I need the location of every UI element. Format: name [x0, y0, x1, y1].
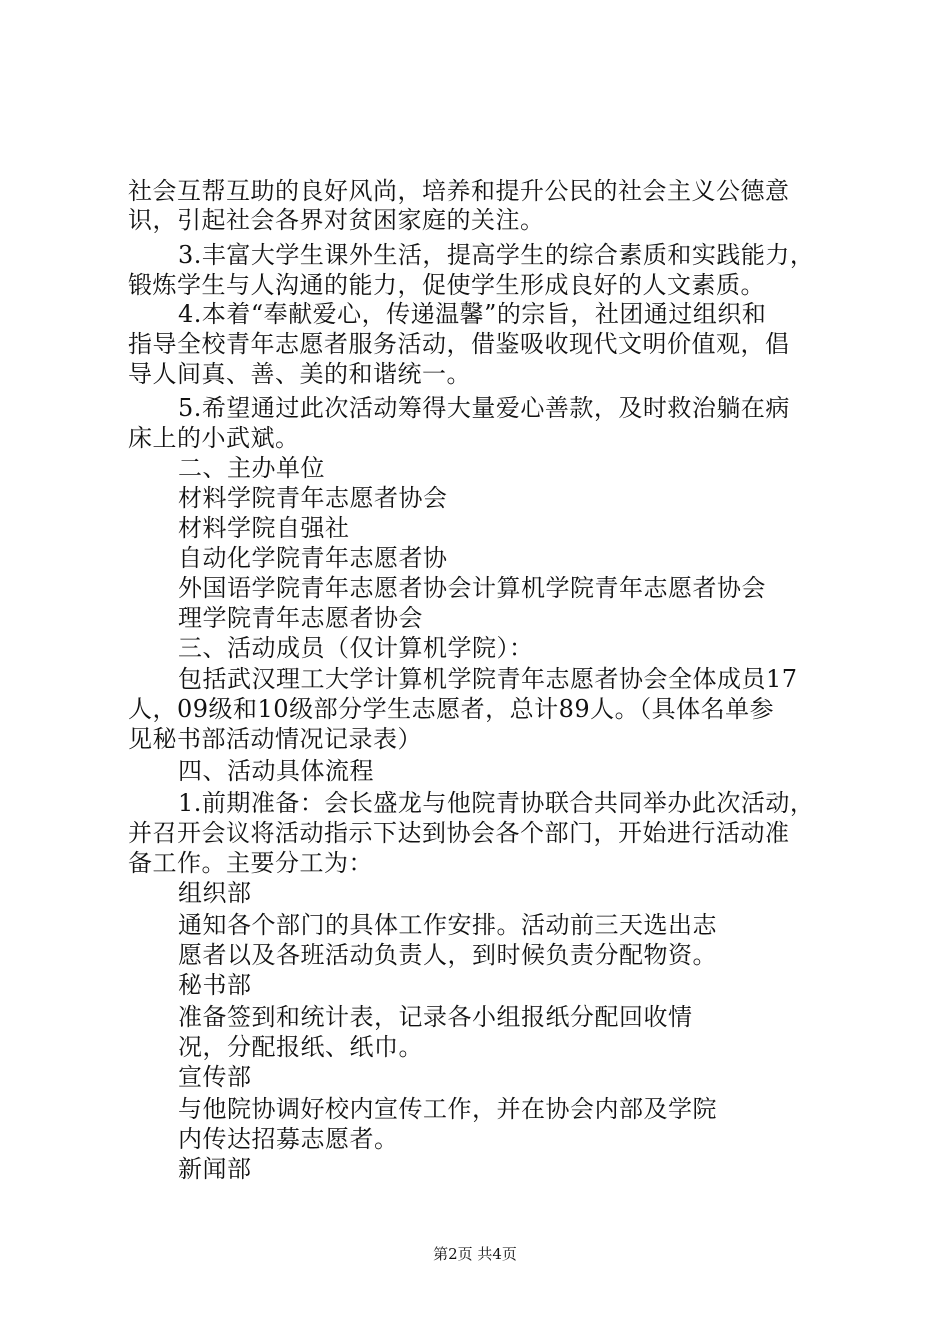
- text-line: 内传达招募志愿者。: [178, 1125, 399, 1153]
- section-heading: 四、活动具体流程: [178, 757, 374, 785]
- text-line: 4.本着“奉献爱心，传递温馨”的宗旨，社团通过组织和: [178, 300, 767, 328]
- text-line: 人，09级和10级部分学生志愿者，总计89人。（具体名单参: [128, 695, 775, 723]
- text-line: 包括武汉理工大学计算机学院青年志愿者协会全体成员17: [178, 665, 798, 693]
- department-name: 宣传部: [178, 1063, 252, 1091]
- text-line: 指导全校青年志愿者服务活动，借鉴吸收现代文明价值观，倡: [128, 330, 790, 358]
- organizer-item: 材料学院青年志愿者协会: [178, 484, 448, 512]
- text-line: 愿者以及各班活动负责人，到时候负责分配物资。: [178, 941, 717, 969]
- text-line: 备工作。主要分工为：: [128, 849, 373, 877]
- text-line: 况，分配报纸、纸巾。: [178, 1033, 423, 1061]
- text-line: 1.前期准备：会长盛龙与他院青协联合共同举办此次活动，: [178, 789, 815, 817]
- text-line: 准备签到和统计表，记录各小组报纸分配回收情: [178, 1003, 693, 1031]
- text-line: 见秘书部活动情况记录表）: [128, 725, 422, 753]
- text-line: 与他院协调好校内宣传工作，并在协会内部及学院: [178, 1095, 717, 1123]
- organizer-item: 自动化学院青年志愿者协: [178, 544, 448, 572]
- text-line: 3.丰富大学生课外生活，提高学生的综合素质和实践能力，: [178, 241, 815, 269]
- organizer-item: 材料学院自强社: [178, 514, 350, 542]
- organizer-item: 理学院青年志愿者协会: [178, 604, 423, 632]
- page-number: 第2页 共4页: [433, 1245, 517, 1263]
- text-line: 导人间真、善、美的和谐统一。: [128, 360, 471, 388]
- department-name: 组织部: [178, 879, 252, 907]
- department-name: 新闻部: [178, 1155, 252, 1183]
- text-line: 床上的小武斌。: [128, 424, 300, 452]
- text-line: 5.希望通过此次活动筹得大量爱心善款，及时救治躺在病: [178, 394, 790, 422]
- text-line: 并召开会议将活动指示下达到协会各个部门，开始进行活动准: [128, 819, 790, 847]
- text-line: 社会互帮互助的良好风尚，培养和提升公民的社会主义公德意: [128, 177, 790, 205]
- text-line: 识，引起社会各界对贫困家庭的关注。: [128, 206, 545, 234]
- section-heading: 二、主办单位: [178, 454, 325, 482]
- text-line: 锻炼学生与人沟通的能力，促使学生形成良好的人文素质。: [128, 271, 765, 299]
- section-heading: 三、活动成员（仅计算机学院）：: [178, 634, 534, 662]
- department-name: 秘书部: [178, 971, 252, 999]
- text-line: 通知各个部门的具体工作安排。活动前三天选出志: [178, 911, 717, 939]
- organizer-item: 外国语学院青年志愿者协会计算机学院青年志愿者协会: [178, 574, 766, 602]
